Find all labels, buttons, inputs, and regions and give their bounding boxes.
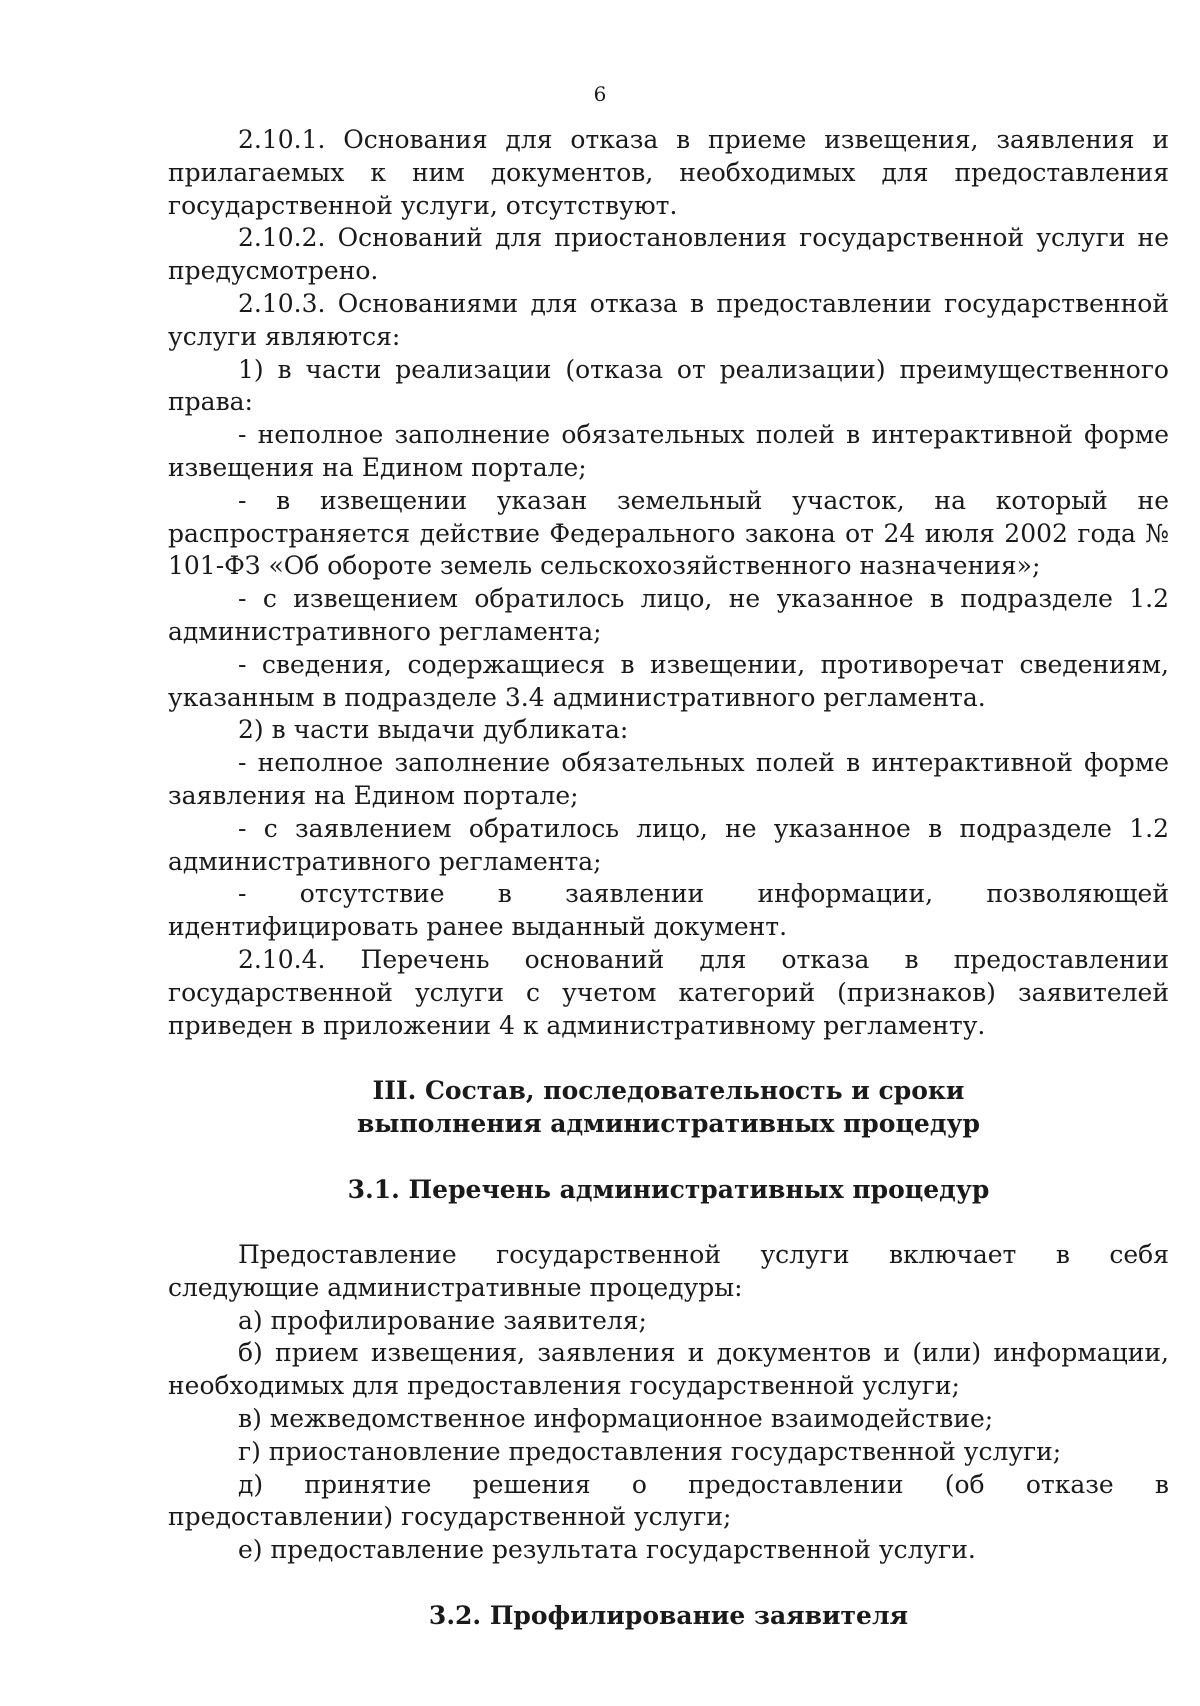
section-heading-line-2: выполнения административных процедур xyxy=(357,1108,980,1138)
list-item: - неполное заполнение обязательных полей в интерактивной форме извещения на Едином портале; xyxy=(168,420,1169,482)
list-item: - с извещением обратилось лицо, не указанное в подразделе 1.2 административного регламента; xyxy=(168,584,1169,646)
subsection-heading-3-2: 3.2. Профилирование заявителя xyxy=(428,1600,909,1630)
paragraph-2-10-3: 2.10.3. Основаниями для отказа в предоставлении государственной услуги являются: xyxy=(168,288,1169,351)
list-heading-duplicate: 2) в части выдачи дубликата: xyxy=(238,715,629,745)
document-body xyxy=(168,124,1169,1633)
list-item: - в извещении указан земельный участок, на который не распространяется действие Федерального закона от 24 июля 2002 года № 101-ФЗ «Об обороте земель сельскохозяйственного назначения»; xyxy=(168,485,1169,581)
list-item: б) прием извещения, заявления и документов и (или) информации, необходимых для предоставления государственной услуги; xyxy=(168,1338,1169,1401)
list-item: - с заявлением обратилось лицо, не указанное в подразделе 1.2 административного регламента; xyxy=(168,813,1169,876)
paragraph-3-1-intro: Предоставление государственной услуги включает в себя следующие административные процедуры: xyxy=(168,1240,1169,1302)
list-item: е) предоставление результата государственной услуги. xyxy=(238,1535,976,1565)
section-heading-line-1: III. Состав, последовательность и сроки xyxy=(372,1076,965,1106)
page-number: 6 xyxy=(593,82,607,106)
subsection-heading-3-1: 3.1. Перечень административных процедур xyxy=(347,1174,990,1204)
list-item: - неполное заполнение обязательных полей в интерактивной форме заявления на Едином портале; xyxy=(168,748,1169,810)
list-item: а) профилирование заявителя; xyxy=(238,1305,647,1335)
list-item: - отсутствие в заявлении информации, позволяющей идентифицировать ранее выданный документ. xyxy=(168,879,1169,942)
paragraph-2-10-1: 2.10.1. Основания для отказа в приеме извещения, заявления и прилагаемых к ним документов, необходимых для предоставления государственной услуги, отсутствуют. xyxy=(168,125,1169,220)
list-item: - сведения, содержащиеся в извещении, противоречат сведениям, указанным в подразделе 3.4 административного регламента. xyxy=(168,649,1169,712)
list-item: г) приостановление предоставления государственной услуги; xyxy=(238,1436,1062,1466)
list-item: д) принятие решения о предоставлении (об отказе в предоставлении) государственной услуги; xyxy=(168,1469,1169,1532)
paragraph-2-10-2: 2.10.2. Оснований для приостановления государственной услуги не предусмотрено. xyxy=(168,223,1169,286)
list-heading-preemptive-right: 1) в части реализации (отказа от реализации) преимущественного права: xyxy=(168,354,1169,417)
list-item: в) межведомственное информационное взаимодействие; xyxy=(238,1404,994,1434)
paragraph-2-10-4: 2.10.4. Перечень оснований для отказа в предоставлении государственной услуги с учетом категорий (признаков) заявителей приведен в приложении 4 к административному регламенту. xyxy=(168,944,1169,1040)
